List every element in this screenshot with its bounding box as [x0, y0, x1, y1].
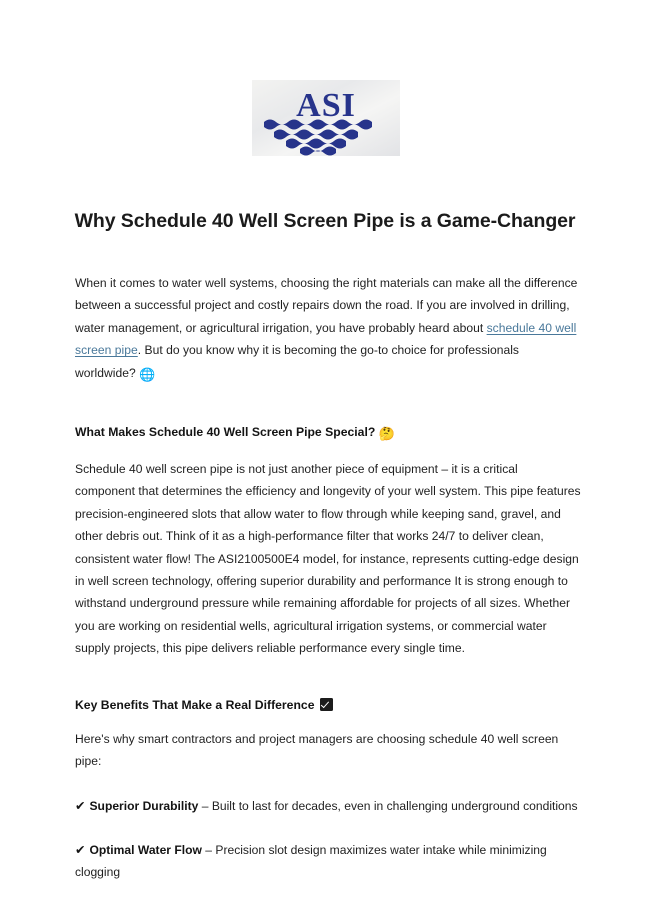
heading-what-makes-special-text: What Makes Schedule 40 Well Screen Pipe Special? [75, 425, 376, 440]
page-title: Why Schedule 40 Well Screen Pipe is a Game-Changer [74, 210, 576, 233]
heading-key-benefits [75, 694, 581, 716]
section-spacer-2 [75, 660, 581, 694]
intro-text-part1: When it comes to water well systems, choosing the right materials can make all the difference between a successful project and costly repairs down the road. If you are involved in drilling, water management, or agricultural irrigation, you have probably heard about [75, 276, 578, 335]
heading-key-benefits-text: Key Benefits That Make a Real Difference [75, 697, 315, 712]
heading-what-makes-special [75, 421, 581, 446]
benefit-item-2 [75, 839, 581, 884]
schedule-40-pipe-link[interactable]: schedule 40 well screen pipe [75, 320, 577, 358]
bullet-gap-1 [75, 817, 581, 839]
thinking-face-icon: 🤔 [378, 427, 395, 443]
document-body [75, 272, 581, 884]
benefit-item-1-label: Superior Durability [89, 798, 199, 813]
benefit-item-2-separator: – [201, 842, 216, 857]
special-paragraph: Schedule 40 well screen pipe is not just another piece of equipment – it is a critical component that determines the efficiency and longevity of your well system. This pipe features precision-engineered slots that allow water to flow through while keeping sand, gravel, and other debris out. Think of it as a high-performance filter that works 24/7 to deliver clean, consistent water flow! The ASI2100500E4 model, for instance, represents cutting-edge design in well screen technology, offering superior durability and performance It is strong enough to withstand underground pressure while remaining affordable for projects of all sizes. Whether you are working on residential wells, agricultural irrigation systems, or commercial water supply projects, this pipe delivers reliable performance every single time. [75, 462, 581, 656]
globe-icon: 🌐 [139, 367, 156, 383]
benefit-item-1 [75, 795, 581, 817]
benefits-heading-spacer [75, 716, 581, 728]
benefit-item-1-text: Built to last for decades, even in challenging underground conditions [211, 798, 578, 813]
heading-spacer [75, 446, 581, 458]
asi-logo [252, 80, 400, 156]
benefit-item-1-separator: – [198, 798, 212, 813]
asi-waves-logo-icon [252, 80, 400, 156]
benefit-item-2-text: Precision slot design maximizes water intake while minimizing clogging [75, 842, 547, 880]
check-box-icon [320, 698, 333, 711]
section-spacer [75, 387, 581, 421]
intro-paragraph [75, 272, 581, 387]
check-mark-icon-2: ✔ [75, 841, 86, 857]
bullets-spacer [75, 773, 581, 795]
intro-text-part2: . But do you know why it is becoming the go-to choice for professionals worldwide? [75, 343, 519, 380]
svg-text:ASI: ASI [296, 87, 356, 124]
check-mark-icon: ✔ [75, 797, 86, 813]
benefits-intro-paragraph: Here's why smart contractors and project managers are choosing schedule 40 well screen pipe: [75, 731, 559, 769]
benefit-item-2-label: Optimal Water Flow [89, 842, 202, 857]
